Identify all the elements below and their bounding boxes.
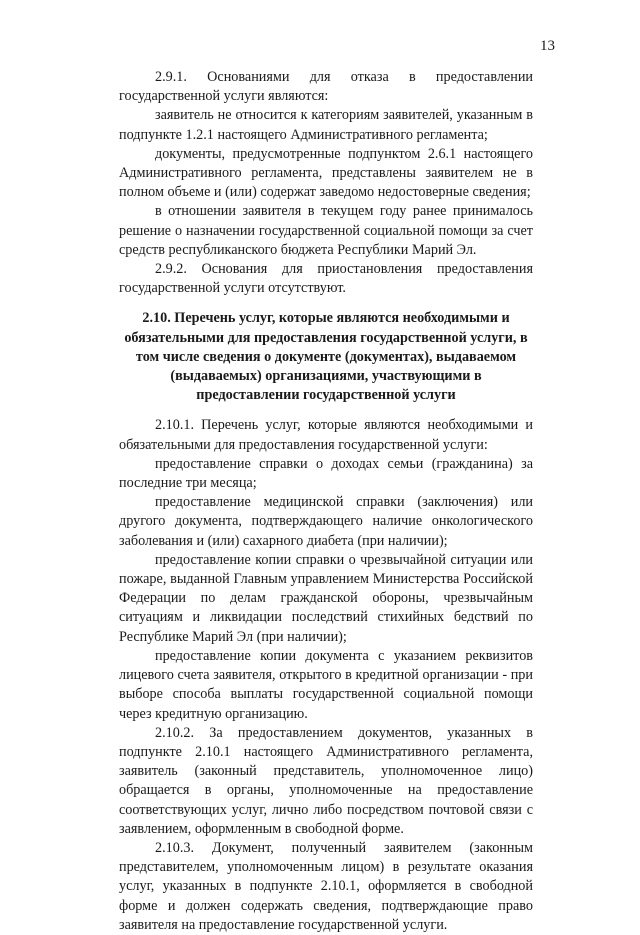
page-number: 13 <box>540 38 555 54</box>
list-item-prior-decision: в отношении заявителя в текущем году ранее принималось решение о назначении государственной социальной помощи за счет средств республиканского бюджета Республики Марий Эл. <box>119 203 533 258</box>
list-item-applicant-category: заявитель не относится к категориям заявителей, указанным в подпункте 1.2.1 настоящего Административного регламента; <box>119 107 533 143</box>
section-heading-2-10: 2.10. Перечень услуг, которые являются необходимыми и обязательными для предоставления государственной услуги, в том числе сведения о документе (документах), выдаваемом (выдаваемых) организациями, участвующими в предоставлении государственной услуги <box>124 310 528 404</box>
list-item-income-certificate: предоставление справки о доходах семьи (гражданина) за последние три месяца; <box>119 455 533 492</box>
paragraph-2-10-1: 2.10.1. Перечень услуг, которые являются необходимыми и обязательными для предоставления государственной услуги: <box>119 417 533 453</box>
paragraph-2-10-3: 2.10.3. Документ, полученный заявителем (законным представителем, уполномоченным лицом) в результате оказания услуг, указанных в подпункте 2.10.1, оформляется в свободной форме и должен содержать сведения, подтверждающие право заявителя на предоставление государственной услуги. <box>119 839 533 933</box>
list-item-emergency-certificate: предоставление копии справки о чрезвычайной ситуации или пожаре, выданной Главным управлением Министерства Российской Федерации по делам гражданской обороны, чрезвычайным ситуациям и ликвидации последствий стихийных бедствий по Республике Марий Эл (при наличии); <box>119 551 533 645</box>
list-item-documents-incomplete: документы, предусмотренные подпунктом 2.6.1 настоящего Административного регламента, представлены заявителем не в полном объеме и (или) содержат заведомо недостоверные сведения; <box>119 145 533 201</box>
paragraph-2-9-1: 2.9.1. Основаниями для отказа в предоставлении государственной услуги являются: <box>119 69 533 105</box>
paragraph-2-10-2: 2.10.2. За предоставлением документов, указанных в подпункте 2.10.1 настоящего Административного регламента, заявитель (законный представитель, уполномоченное лицо) обращается в органы, уполномоченные на предоставление соответствующих услуг, лично либо посредством почтовой связи с заявлением, оформленным в свободной форме. <box>119 724 533 837</box>
list-item-medical-certificate: предоставление медицинской справки (заключения) или другого документа, подтверждающего наличие онкологического заболевания и (или) сахарного диабета (при наличии); <box>119 494 533 549</box>
list-item-bank-account: предоставление копии документа с указанием реквизитов лицевого счета заявителя, открытого в кредитной организации - при выборе способа выплаты государственной социальной помощи через кредитную организацию. <box>119 647 533 722</box>
paragraph-2-9-2: 2.9.2. Основания для приостановления предоставления государственной услуги отсутствуют. <box>119 261 533 297</box>
document-body <box>119 68 533 935</box>
